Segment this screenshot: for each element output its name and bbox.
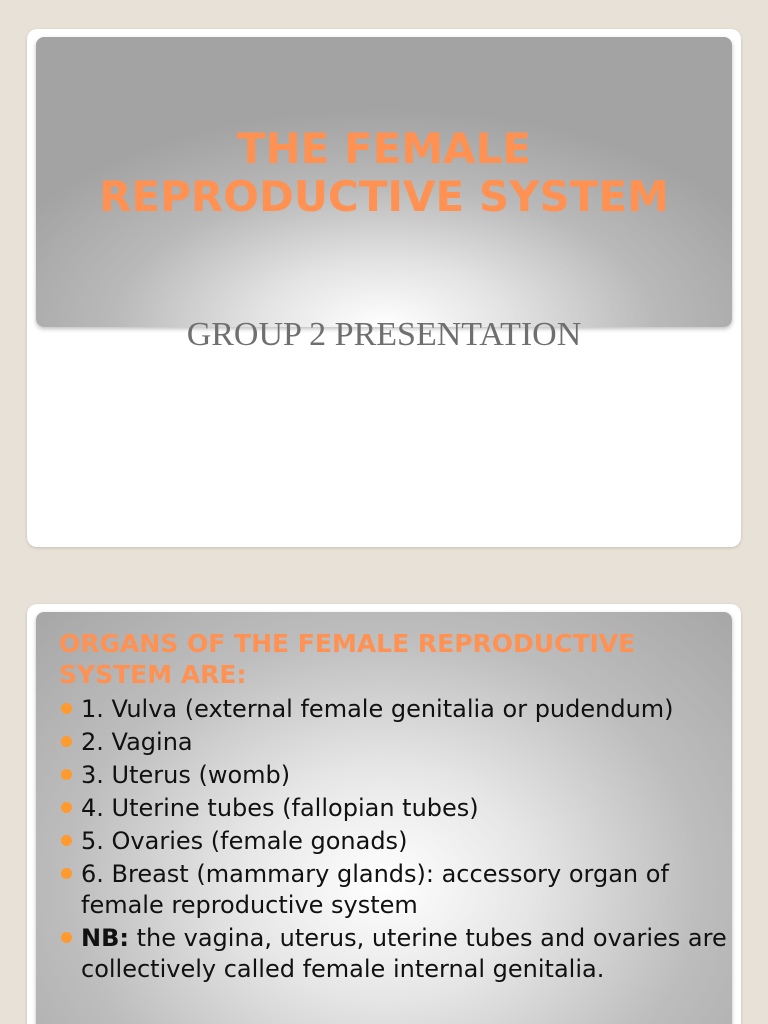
list-item [59, 727, 729, 758]
list-item [59, 760, 729, 791]
list-item-text: 2. Vagina [81, 728, 193, 756]
title-panel [36, 37, 732, 327]
list-item-text: 5. Ovaries (female gonads) [81, 827, 408, 855]
note-item [59, 923, 729, 985]
list-item-text: 3. Uterus (womb) [81, 761, 291, 789]
slide-1[interactable] [27, 29, 741, 547]
list-item [59, 793, 729, 824]
bullet-dot-icon [61, 868, 72, 879]
list-item-text: 4. Uterine tubes (fallopian tubes) [81, 794, 479, 822]
list-item-text: 6. Breast (mammary glands): accessory organ of female reproductive system [81, 860, 669, 919]
list-item [59, 859, 729, 921]
organ-list [59, 694, 729, 987]
note-label: NB: [81, 924, 129, 952]
list-item [59, 694, 729, 725]
bullet-dot-icon [61, 932, 72, 943]
slide-2[interactable] [27, 604, 741, 1024]
bullet-dot-icon [61, 736, 72, 747]
slide-subtitle: GROUP 2 PRESENTATION [186, 316, 582, 353]
note-text: the vagina, uterus, uterine tubes and ovaries are collectively called female internal genitalia. [81, 924, 727, 983]
bullet-dot-icon [61, 769, 72, 780]
list-item [59, 826, 729, 857]
bullet-dot-icon [61, 802, 72, 813]
bullet-dot-icon [61, 703, 72, 714]
list-item-text: 1. Vulva (external female genitalia or pudendum) [81, 695, 674, 723]
bullet-dot-icon [61, 835, 72, 846]
slide-title: THE FEMALE REPRODUCTIVE SYSTEM [99, 124, 669, 221]
content-heading: ORGANS OF THE FEMALE REPRODUCTIVE SYSTEM ARE: [59, 629, 636, 689]
content-panel [36, 612, 732, 1024]
